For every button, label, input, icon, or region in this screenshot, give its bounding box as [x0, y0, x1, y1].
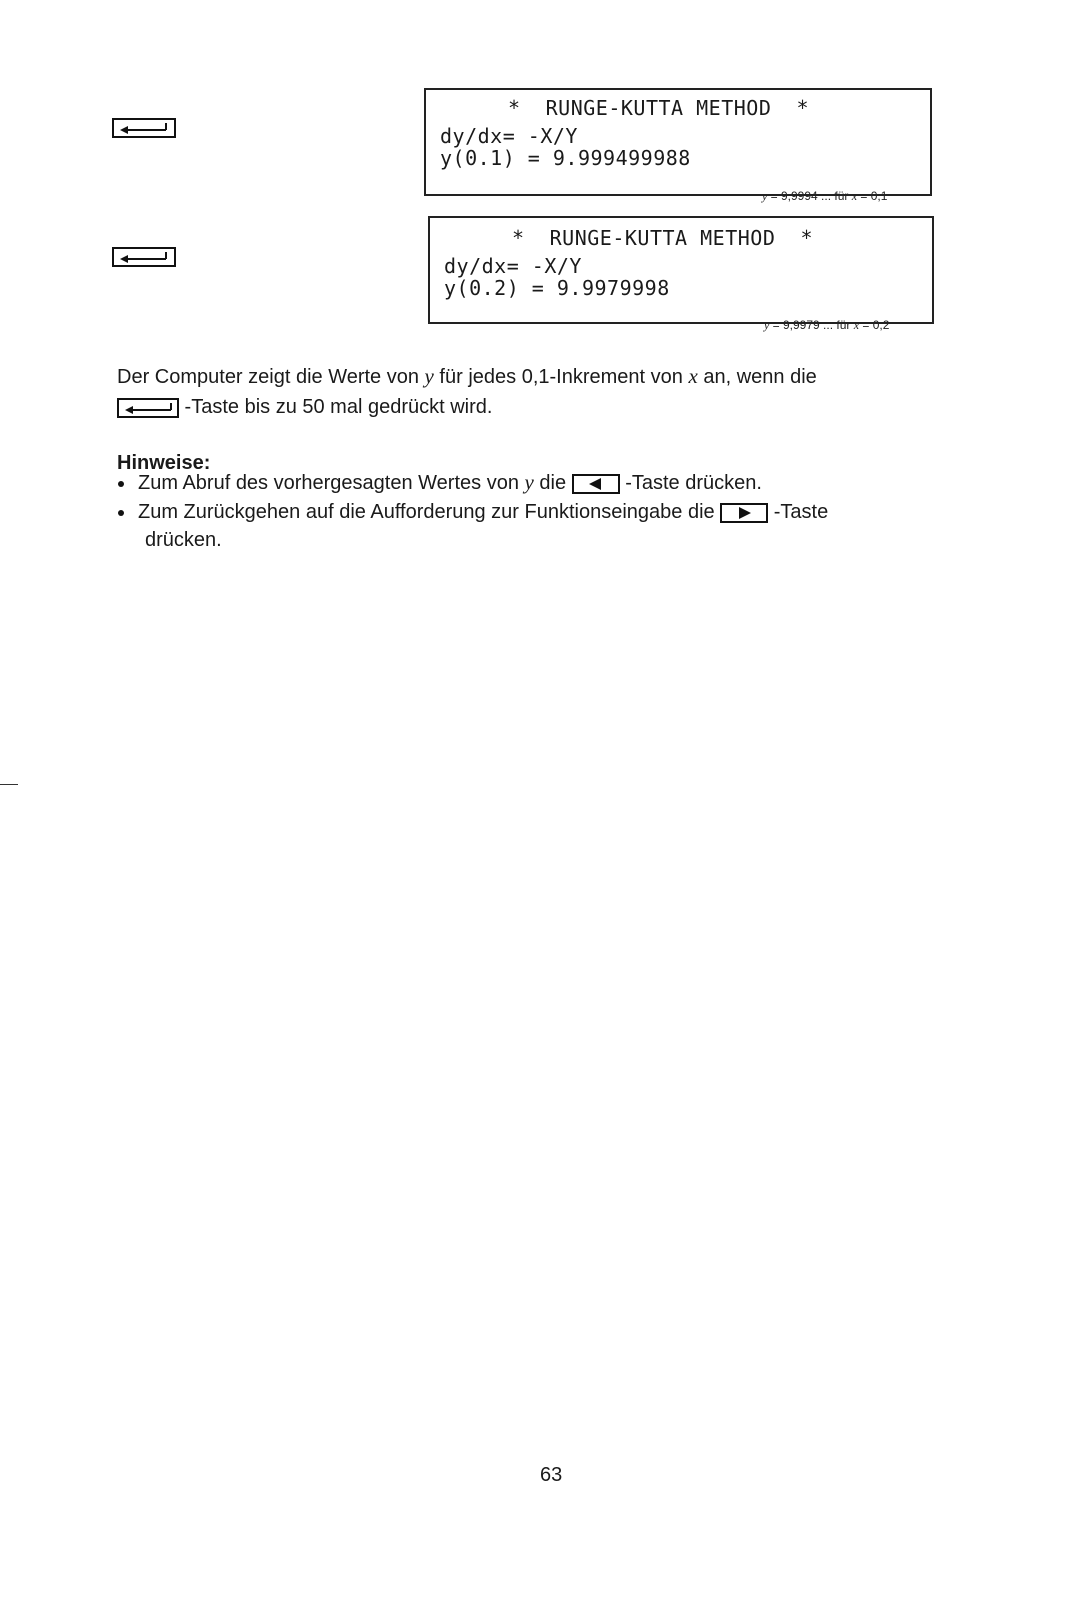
- margin-mark: [0, 784, 18, 785]
- caption-var-y: y: [764, 318, 770, 332]
- caption-value-text: = 9,9994 ... für: [767, 189, 852, 203]
- lcd-screen-2: [428, 216, 934, 324]
- var-y: y: [424, 364, 434, 388]
- caption-x-value: = 0,1: [857, 189, 888, 203]
- enter-key-1: [112, 118, 176, 138]
- body-text: für jedes 0,1-Inkrement von: [433, 366, 689, 388]
- enter-key-2: [112, 247, 176, 267]
- screen1-line2: y(0.1) = 9.999499988: [440, 146, 691, 170]
- body-paragraph-line2: [117, 395, 492, 419]
- left-triangle-icon: [577, 477, 617, 491]
- right-triangle-icon: [725, 506, 765, 520]
- screen2-line2: y(0.2) = 9.9979998: [444, 276, 670, 300]
- note-text: Zum Abruf des vorhergesagten Wertes von: [138, 472, 525, 494]
- enter-arrow-icon: [123, 402, 175, 414]
- caption-value-text: = 9,9979 ... für: [769, 318, 854, 332]
- note-text: -Taste: [768, 501, 829, 523]
- note-text: Zum Zurückgehen auf die Aufforderung zur Funktionseingabe die: [138, 501, 721, 523]
- caption-x-value: = 0,2: [859, 318, 890, 332]
- left-key-inline: [572, 474, 620, 494]
- var-y: y: [524, 470, 534, 494]
- enter-arrow-icon: [118, 251, 170, 263]
- screen2-caption: [764, 318, 889, 333]
- body-text: -Taste bis zu 50 mal gedrückt wird.: [179, 396, 493, 418]
- screen1-caption: [762, 189, 887, 204]
- body-paragraph-line1: [117, 364, 817, 389]
- notes-heading: Hinweise:: [117, 452, 211, 474]
- body-text: Der Computer zeigt die Werte von: [117, 366, 425, 388]
- right-key-inline: [720, 503, 768, 523]
- note-bullet-2-continuation: drücken.: [145, 529, 222, 551]
- enter-key-inline: [117, 398, 179, 418]
- screen2-line1: dy/dx= -X/Y: [444, 254, 582, 278]
- screen2-title: * RUNGE-KUTTA METHOD *: [512, 226, 813, 250]
- enter-arrow-icon: [118, 122, 170, 134]
- lcd-screen-1: [424, 88, 932, 196]
- bullet-dot: [118, 481, 124, 487]
- caption-var-y: y: [762, 189, 768, 203]
- bullet-dot: [118, 510, 124, 516]
- screen1-line1: dy/dx= -X/Y: [440, 124, 578, 148]
- caption-var-x: x: [853, 318, 860, 332]
- screen1-title: * RUNGE-KUTTA METHOD *: [508, 96, 809, 120]
- caption-var-x: x: [851, 189, 858, 203]
- body-text: an, wenn die: [697, 366, 817, 388]
- note-bullet-2: [118, 500, 828, 524]
- note-text: die: [533, 472, 572, 494]
- note-text: -Taste drücken.: [619, 472, 762, 494]
- page-number: 63: [540, 1464, 563, 1486]
- note-bullet-1: [118, 470, 762, 495]
- var-x: x: [688, 364, 698, 388]
